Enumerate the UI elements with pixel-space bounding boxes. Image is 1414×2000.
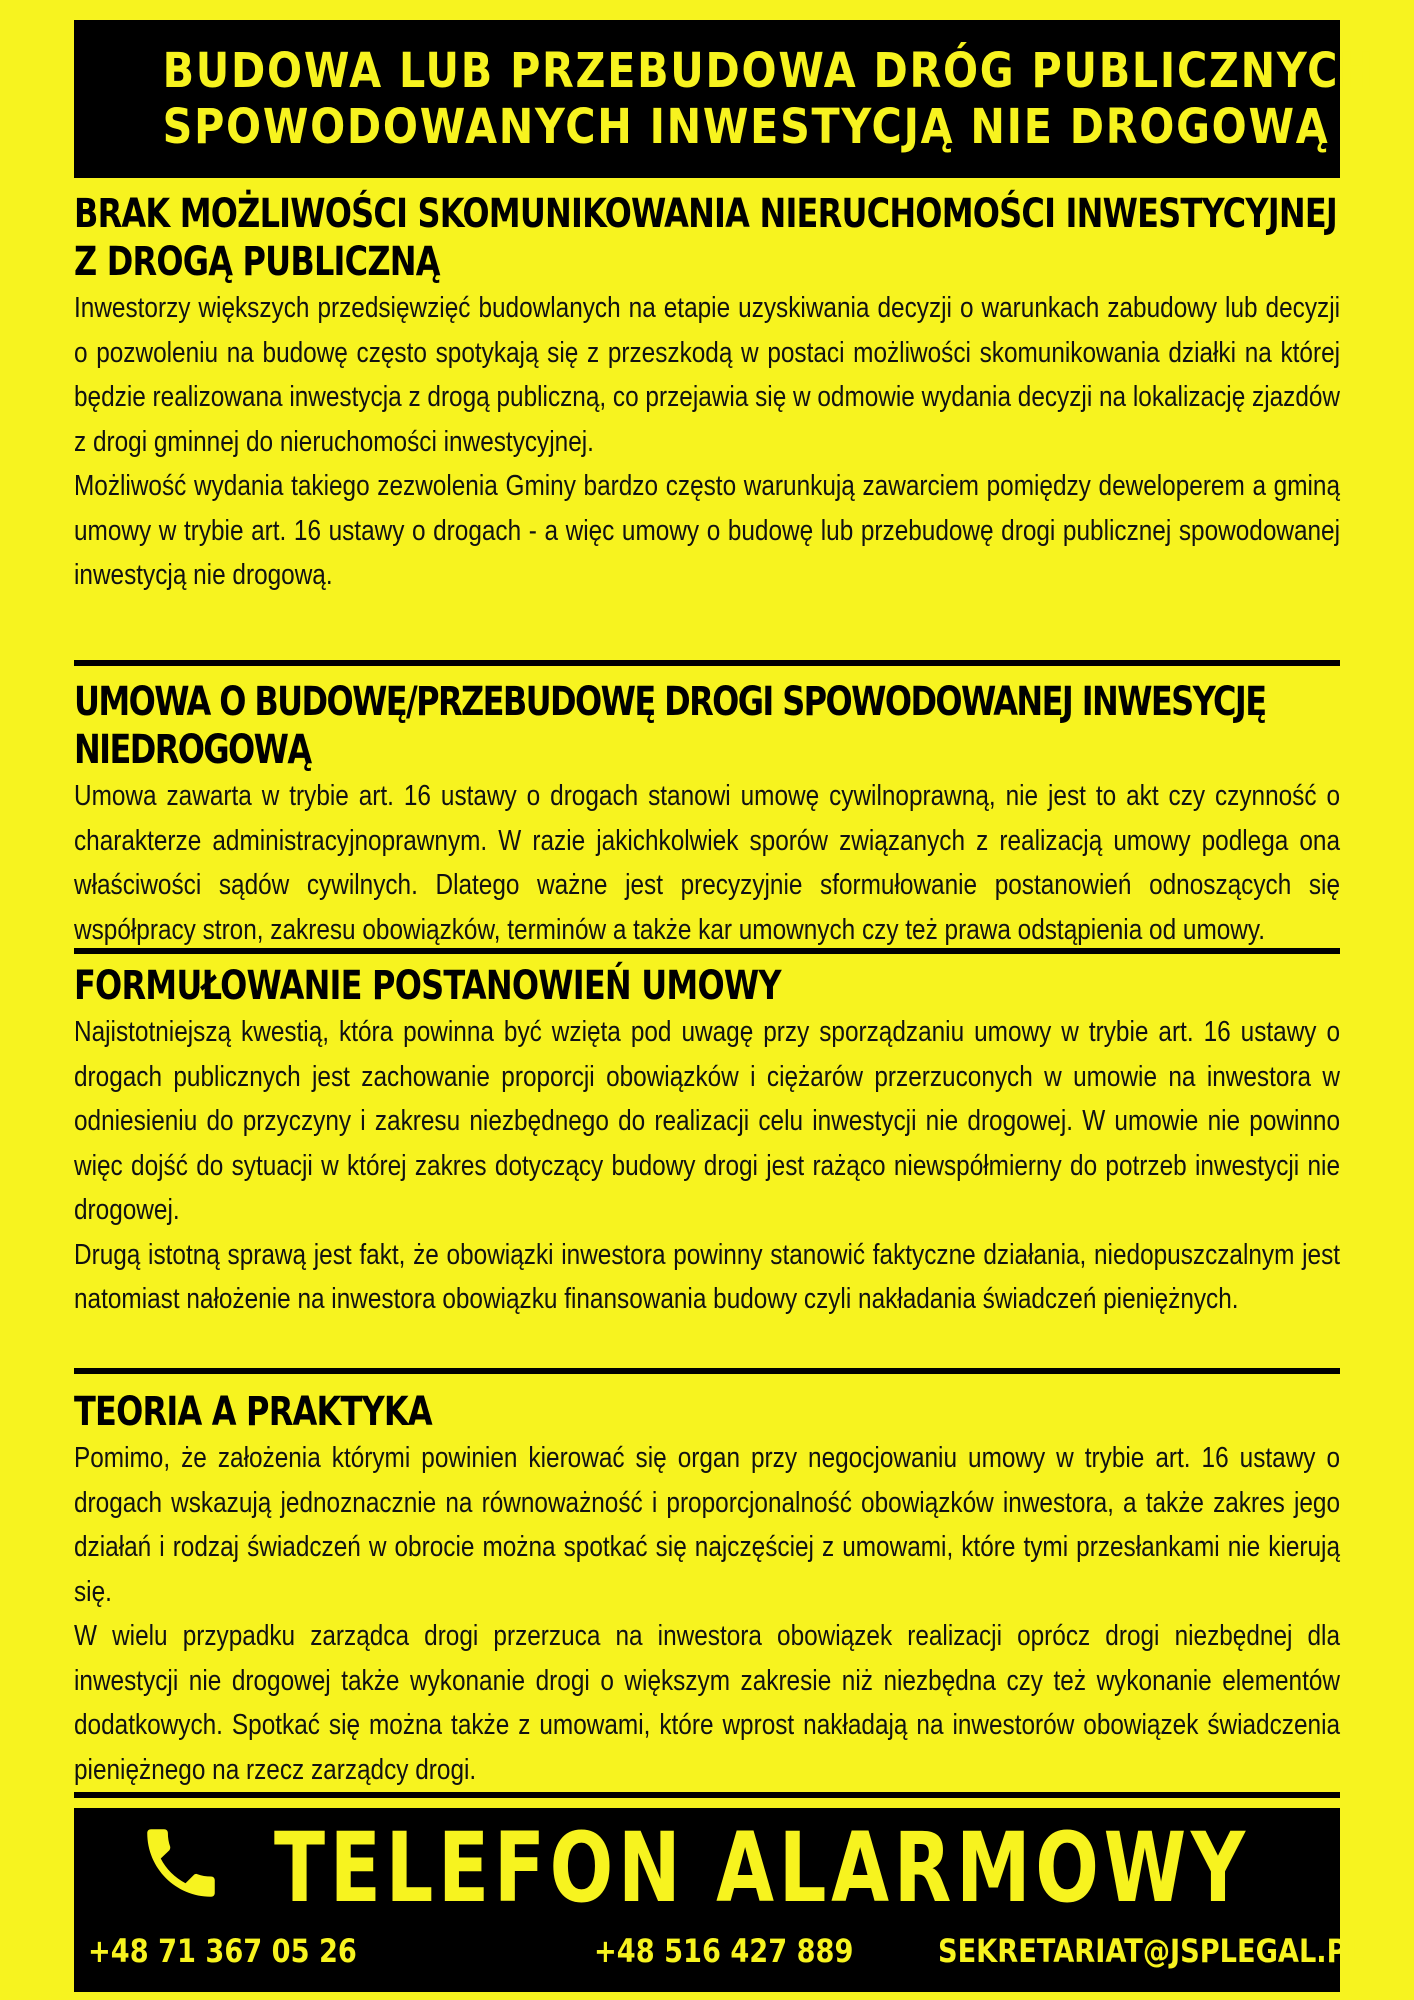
phone-icon xyxy=(136,1818,226,1908)
section-teoria xyxy=(74,1388,1340,1792)
header-banner xyxy=(74,20,1376,178)
divider xyxy=(74,1368,1340,1374)
divider xyxy=(74,1792,1340,1798)
header-line-1: BUDOWA LUB PRZEBUDOWA DRÓG PUBLICZNYCH xyxy=(162,43,1376,99)
divider xyxy=(74,660,1340,666)
section-title: TEORIA A PRAKTYKA xyxy=(74,1389,432,1435)
email-link[interactable]: SEKRETARIAT@JSPLEGAL.PL xyxy=(938,1932,1364,1970)
section-paragraph: Inwestorzy większych przedsięwzięć budowlanych na etapie uzyskiwania decyzji o warunkach zabudowy lub decyzji o pozwoleniu na budowę często spotykają się z przeszkodą w postaci możliwości skomunikowania działki na której będzie realizowana inwestycja z drogą publiczną, co przejawia się w odmowie wydania decyzji na lokalizację zjazdów z drogi gminnej do nieruchomości inwestycyjnej. xyxy=(74,292,1341,458)
footer-title: TELEFON ALARMOWY xyxy=(274,1812,1250,1924)
header-line-2: SPOWODOWANYCH INWESTYCJĄ NIE DROGOWĄ xyxy=(162,99,1330,155)
section-umowa xyxy=(74,678,1340,952)
section-title: BRAK MOŻLIWOŚCI SKOMUNIKOWANIA NIERUCHOMOŚCI INWESTYCYJNEJ Z DROGĄ PUBLICZNĄ xyxy=(74,191,1337,285)
section-paragraph: Możliwość wydania takiego zezwolenia Gminy bardzo często warunkują zawarciem pomiędzy deweloperem a gminą umowy w trybie art. 16 ustawy o drogach - a więc umowy o budowę lub przebudowę drogi publicznej spowodowanej inwestycją nie drogową. xyxy=(74,470,1341,591)
section-paragraph: Umowa zawarta w trybie art. 16 ustawy o drogach stanowi umowę cywilnoprawną, nie jest to akt czy czynność o charakterze administracyjnoprawnym. W razie jakichkolwiek sporów związanych z realizacją umowy podlega ona właściwości sądów cywilnych. Dlatego ważne jest precyzyjnie sformułowanie postanowień odnoszących się współpracy stron, zakresu obowiązków, terminów a także kar umownych czy też prawa odstąpienia od umowy. xyxy=(74,780,1341,946)
phone-number-2[interactable]: +48 516 427 889 xyxy=(594,1932,854,1970)
contact-footer xyxy=(74,1808,1364,1992)
section-title: FORMUŁOWANIE POSTANOWIEŃ UMOWY xyxy=(74,963,781,1009)
section-title: UMOWA O BUDOWĘ/PRZEBUDOWĘ DROGI SPOWODOWANEJ INWESYCJĘ NIEDROGOWĄ xyxy=(74,679,1266,773)
section-paragraph: Pomimo, że założenia którymi powinien kierować się organ przy negocjowaniu umowy w trybie art. 16 ustawy o drogach wskazują jednoznacznie na równoważność i proporcjonalność obowiązków inwestora, a także zakres jego działań i rodzaj świadczeń w obrocie można spotkać się najczęściej z umowami, które tymi przesłankami nie kierują się. xyxy=(74,1442,1341,1608)
section-formulowanie xyxy=(74,962,1340,1322)
phone-number-1[interactable]: +48 71 367 05 26 xyxy=(88,1932,357,1970)
section-paragraph: W wielu przypadku zarządca drogi przerzuca na inwestora obowiązek realizacji oprócz drogi niezbędnej dla inwestycji nie drogowej także wykonanie drogi o większym zakresie niż niezbędna czy też wykonanie elementów dodatkowych. Spotkać się można także z umowami, które wprost nakładają na inwestorów obowiązek świadczenia pieniężnego na rzecz zarządcy drogi. xyxy=(74,1620,1341,1786)
divider xyxy=(74,948,1340,954)
section-paragraph: Drugą istotną sprawą jest fakt, że obowiązki inwestora powinny stanowić faktyczne działania, niedopuszczalnym jest natomiast nałożenie na inwestora obowiązku finansowania budowy czyli nakładania świadczeń pieniężnych. xyxy=(74,1238,1341,1315)
section-brak-mozliwosci xyxy=(74,190,1340,598)
section-paragraph: Najistotniejszą kwestią, która powinna być wzięta pod uwagę przy sporządzaniu umowy w trybie art. 16 ustawy o drogach publicznych jest zachowanie proporcji obowiązków i ciężarów przerzuconych w umowie na inwestora w odniesieniu do przyczyny i zakresu niezbędnego do realizacji celu inwestycji nie drogowej. W umowie nie powinno więc dojść do sytuacji w której zakres dotyczący budowy drogi jest rażąco niewspółmierny do potrzeb inwestycji nie drogowej. xyxy=(74,1016,1341,1226)
